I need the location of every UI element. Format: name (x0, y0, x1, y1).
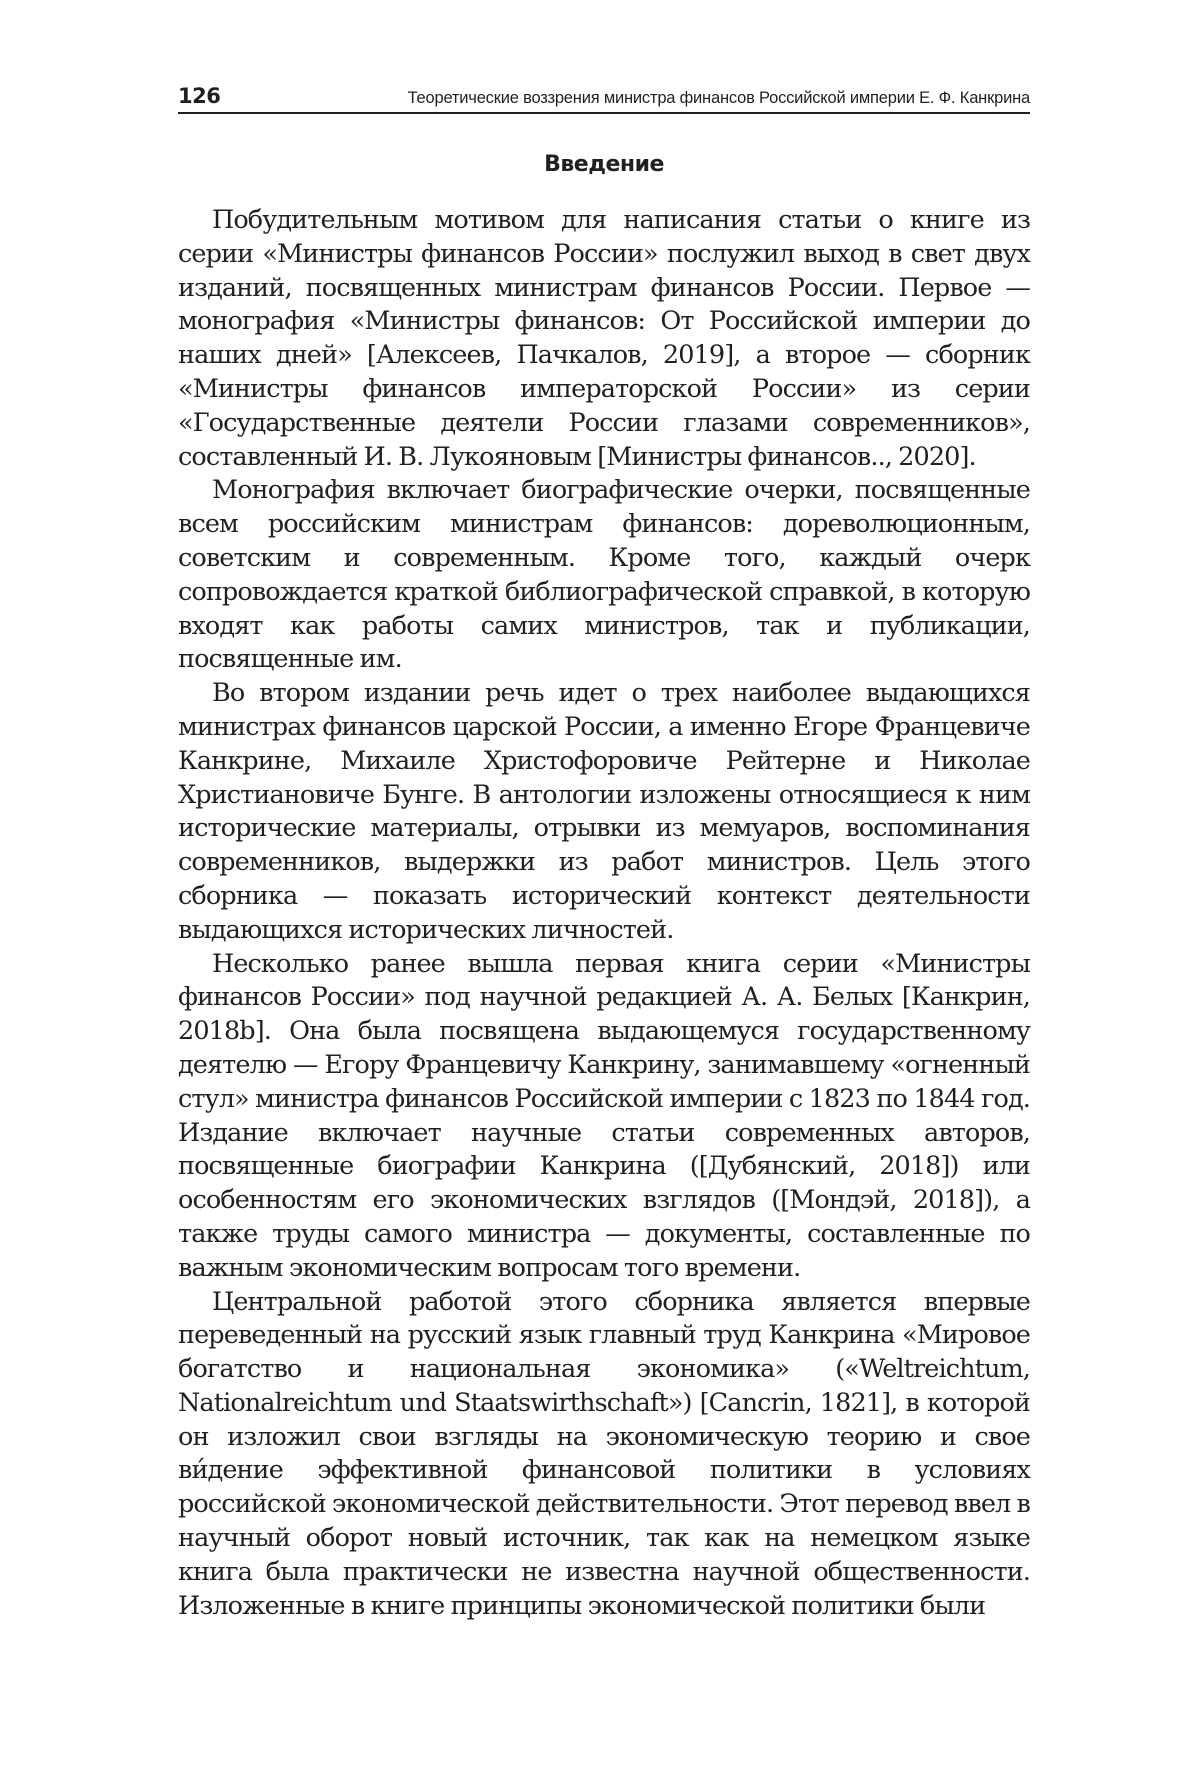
page-number: 126 (178, 84, 221, 108)
book-page (178, 84, 1030, 1623)
body-text (178, 204, 1030, 1623)
paragraph-4: Несколько ранее вышла первая книга серии «Министры финансов России» под научной редакцией А. А. Белых [Канкрин, 2018b]. Она была посвящена выдающемуся государственному деятелю — Егору Францевичу Канкрину, занимавшему «огненный стул» министра финансов Российской империи с 1823 по 1844 год. Издание включает научные статьи современных авторов, посвященные биографии Канкрина ([Дубянский, 2018]) или особенностям его экономических взглядов ([Мондэй, 2018]), а также труды самого министра — документы, составленные по важным экономическим вопросам того времени. (178, 948, 1030, 1283)
section-title: Введение (544, 152, 664, 177)
paragraph-1: Побудительным мотивом для написания статьи о книге из серии «Министры финансов России» послужил выход в свет двух изданий, посвященных министрам финансов России. Первое — монография «Министры финансов: От Российской империи до наших дней» [Алексеев, Пачкалов, 2019], а второе — сборник «Министры финансов императорской России» из серии «Государственные деятели России глазами современников», составленный И. В. Лукояновым [Министры финансов.., 2020]. (178, 205, 1030, 472)
paragraph-2: Монография включает биографические очерки, посвященные всем российским министрам финансов: дореволюционным, советским и современным. Кроме того, каждый очерк сопровождается краткой библиографической справкой, в которую входят как работы самих министров, так и публикации, посвященные им. (178, 475, 1030, 675)
running-title: Теоретические воззрения министра финансов Российской империи Е. Ф. Канкрина (407, 89, 1030, 107)
paragraph-3: Во втором издании речь идет о трех наиболее выдающихся министрах финансов царской России, а именно Егоре Францевиче Канкрине, Михаиле Христофоровиче Рейтерне и Николае Христиановиче Бунге. В антологии изложены относящиеся к ним исторические материалы, отрывки из мемуаров, воспоминания современников, выдержки из работ министров. Цель этого сборника — показать исторический контекст деятельности выдающихся исторических личностей. (178, 678, 1030, 945)
paragraph-5: Центральной работой этого сборника является впервые переведенный на русский язык главный труд Канкрина «Мировое богатство и национальная экономика» («Weltreichtum, Nationalreichtum und Staatswirthschaft») [Cancrin, 1821], в которой он изложил свои взгляды на экономическую теорию и свое ви́дение эффективной финансовой политики в условиях российской экономической действительности. Этот перевод ввел в научный оборот новый источник, так как на немецком языке книга была практически не известна научной общественности. Изложенные в книге принципы экономической политики были (178, 1286, 1030, 1621)
running-head (178, 84, 1030, 114)
